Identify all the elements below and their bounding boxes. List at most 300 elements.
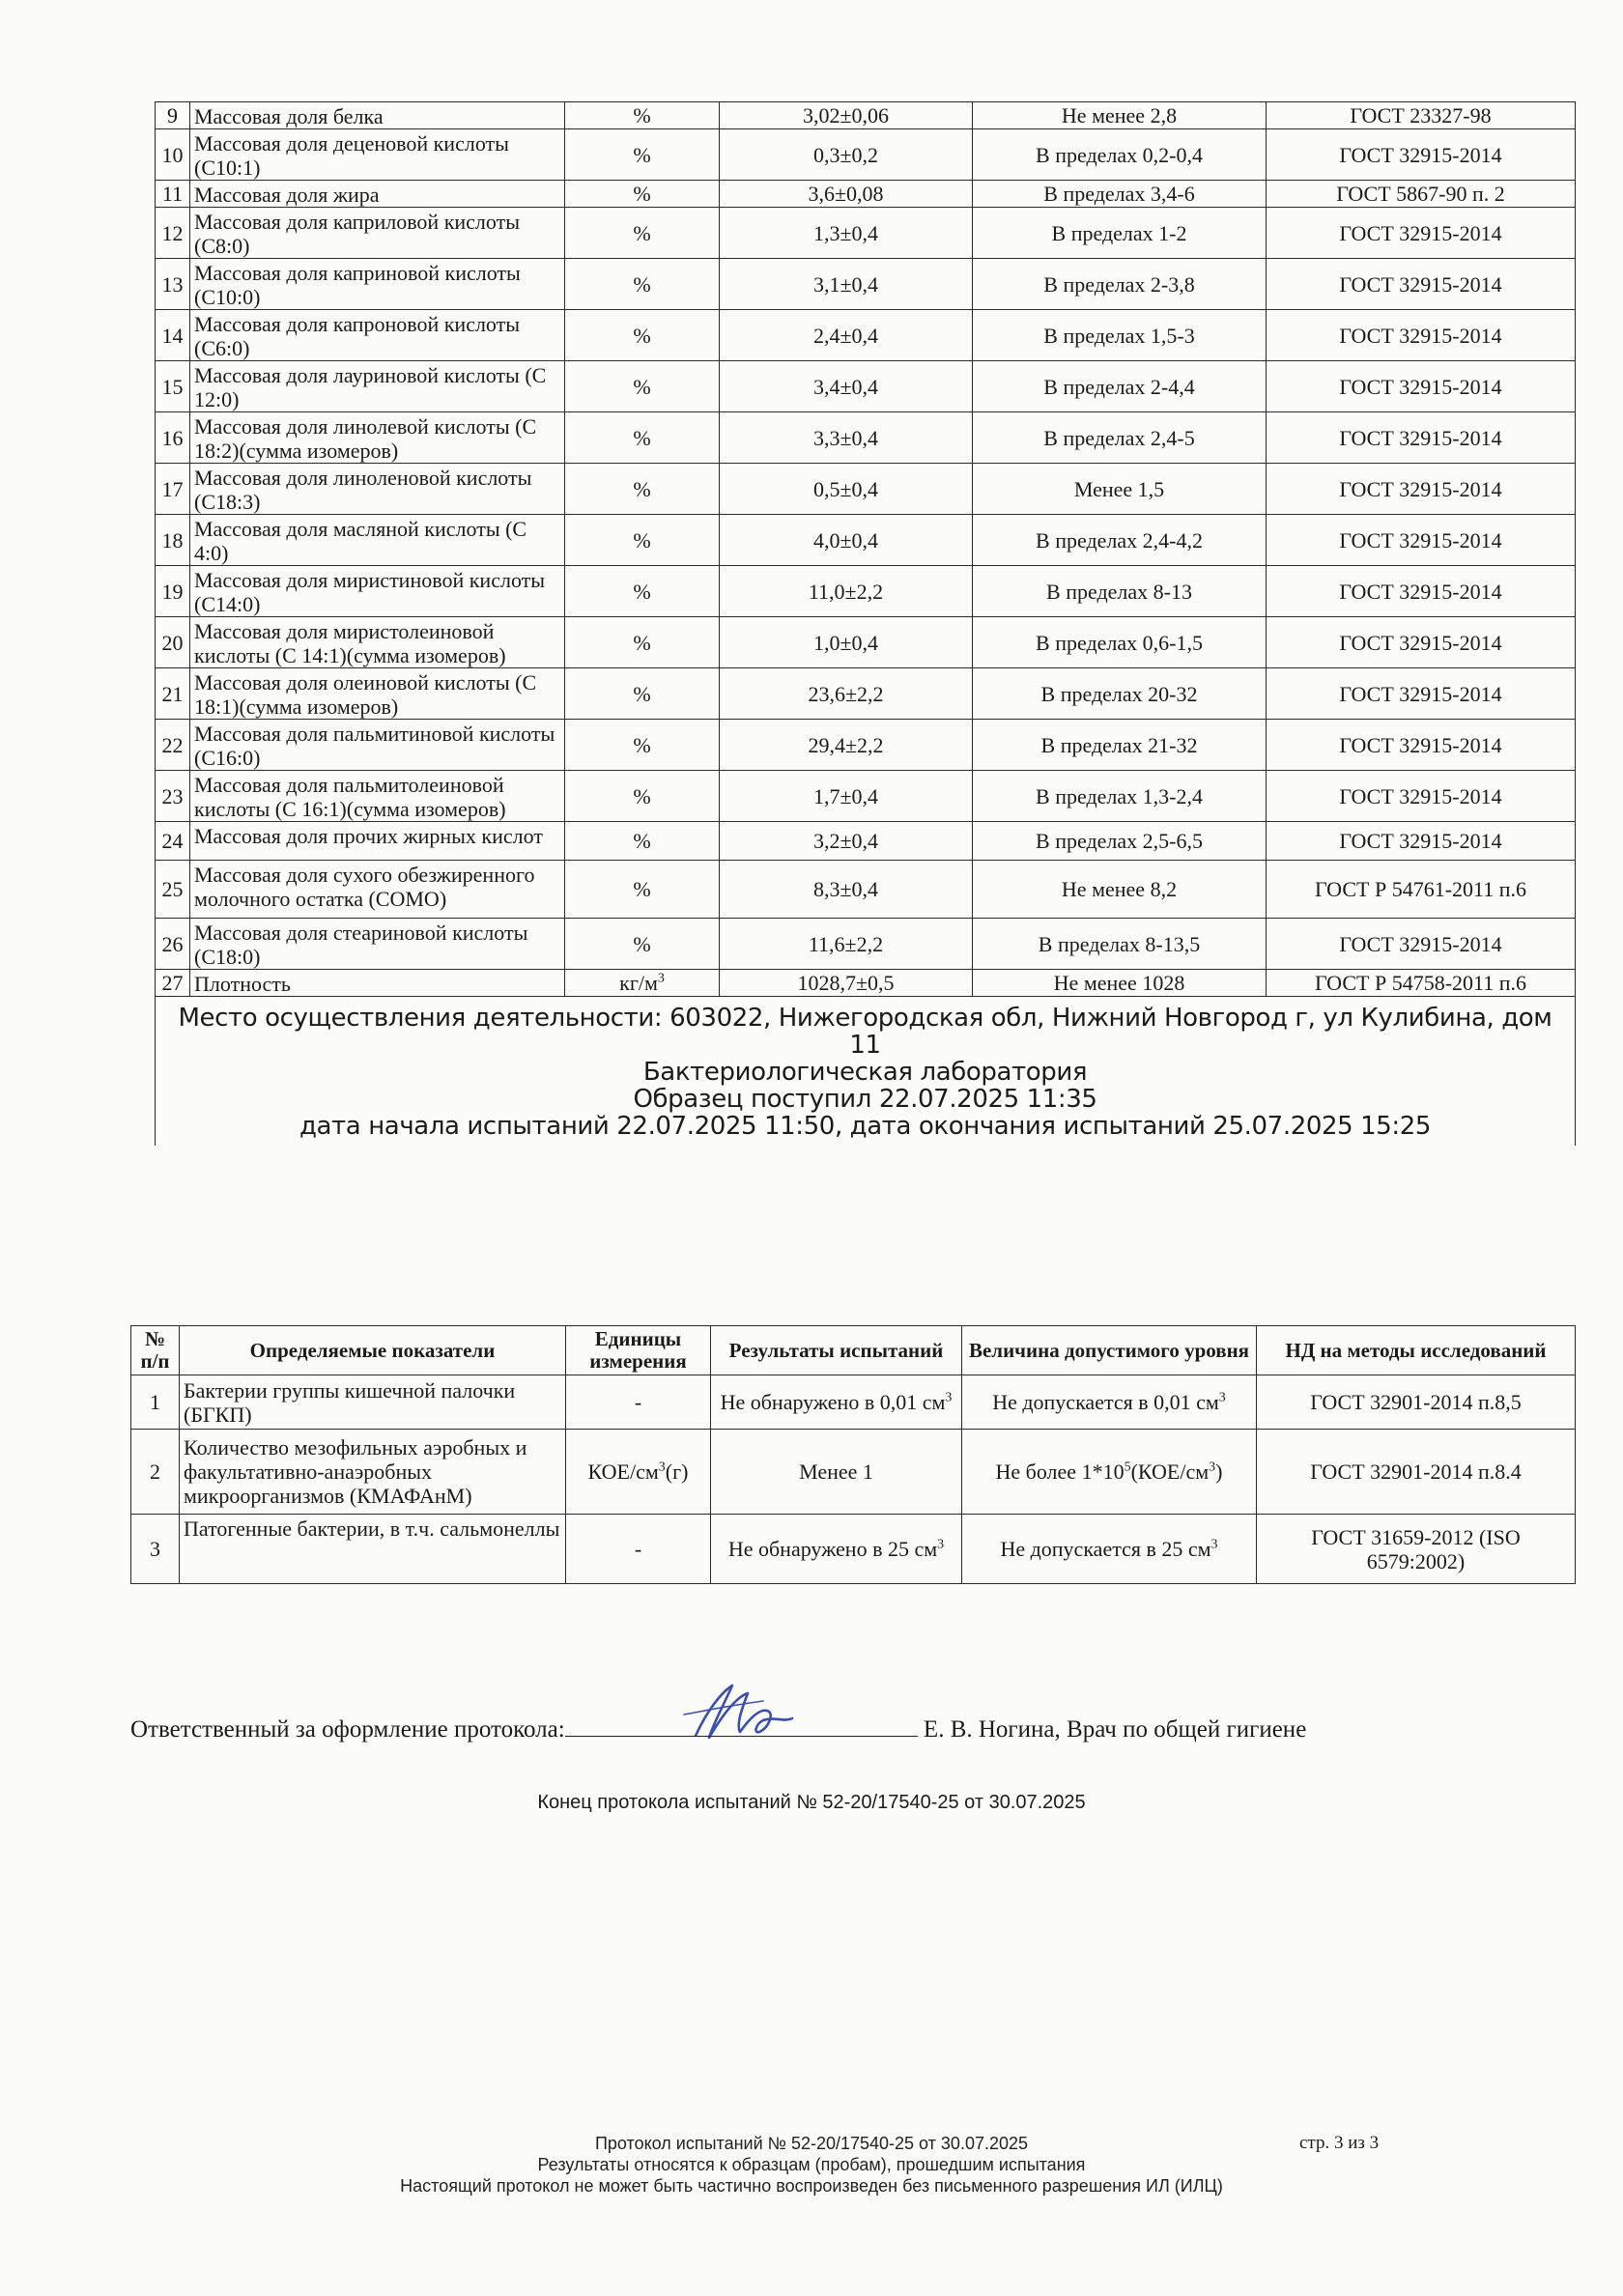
norm-sup-2: 3: [1209, 1460, 1216, 1475]
norm-cell: [973, 464, 1267, 515]
norm-cell: [973, 181, 1267, 208]
norm-text: Не допускается в 0,01 см: [992, 1390, 1219, 1414]
unit-cell-text: %: [633, 527, 651, 553]
method-cell-text: ГОСТ 32915-2014: [1339, 732, 1502, 757]
indicator-name-text: Массовая доля каприновой кислоты (С10:0): [194, 261, 521, 309]
table-row: [156, 515, 1576, 566]
table-row: [156, 412, 1576, 464]
indicator-name-text: Массовая доля миристиновой кислоты (С14:0): [194, 568, 546, 616]
norm-cell: [973, 617, 1267, 668]
result-cell: [720, 129, 973, 181]
row-number: [156, 822, 190, 861]
unit-cell-text: %: [633, 931, 651, 956]
row-number: 2: [131, 1430, 180, 1515]
method-cell-text: ГОСТ 32915-2014: [1339, 829, 1502, 853]
norm-cell: [973, 822, 1267, 861]
indicator-name: [190, 310, 565, 361]
result-cell: [720, 310, 973, 361]
unit-cell-text: %: [633, 829, 651, 853]
row-number: [156, 861, 190, 919]
result-sup: 3: [937, 1537, 945, 1552]
results-table-chemistry: [155, 101, 1576, 1146]
norm-cell-text: Менее 1,5: [1073, 476, 1165, 501]
unit-cell: [565, 668, 720, 720]
row-number-text: 9: [167, 103, 178, 128]
row-number-text: 11: [161, 182, 184, 206]
unit-cell: [565, 412, 720, 464]
table-row: [156, 208, 1576, 259]
indicator-name-text: Массовая доля прочих жирных кислот: [194, 824, 543, 848]
indicator-name-text: Массовая доля капроновой кислоты (С6:0): [194, 312, 521, 360]
row-number-text: 18: [161, 527, 184, 553]
unit-cell: [565, 720, 720, 771]
norm-sup: 5: [1124, 1460, 1131, 1475]
row-number: [156, 617, 190, 668]
method-cell-text: ГОСТ 23327-98: [1350, 103, 1492, 128]
result-cell-text: 1,3±0,4: [812, 220, 879, 245]
indicator-name: [190, 181, 565, 208]
norm-cell: [973, 668, 1267, 720]
unit-cell: [565, 310, 720, 361]
indicator-name: [190, 259, 565, 310]
row-number-text: 15: [161, 374, 184, 399]
row-number-text: 24: [161, 829, 184, 853]
method-cell: [1267, 412, 1576, 464]
norm-cell-text: В пределах 2,4-4,2: [1036, 527, 1203, 553]
row-number-text: 27: [161, 971, 184, 995]
norm-cell: [962, 1430, 1257, 1515]
indicator-name-text: Массовая доля линоленовой кислоты (С18:3): [194, 466, 532, 514]
result-cell-text: 11,6±2,2: [808, 931, 884, 956]
norm-cell-text: В пределах 1,3-2,4: [1036, 783, 1203, 808]
footer-protocol-line: Протокол испытаний № 52-20/17540-25 от 30.07.2025: [594, 2134, 1029, 2153]
table-row: [156, 181, 1576, 208]
indicator-name: [190, 822, 565, 861]
result-cell-text: 0,5±0,4: [812, 476, 879, 501]
table-row: [156, 771, 1576, 822]
row-number: [156, 208, 190, 259]
norm-cell: [962, 1515, 1257, 1584]
method-cell: [1267, 259, 1576, 310]
row-number: 1: [131, 1375, 180, 1430]
method-cell-text: ГОСТ 32915-2014: [1339, 783, 1502, 808]
method-cell-text: ГОСТ 32915-2014: [1339, 579, 1502, 604]
protocol-end-note: Конец протокола испытаний № 52-20/17540-25 от 30.07.2025: [537, 1792, 1086, 1813]
indicator-name: [190, 566, 565, 617]
method-cell-text: ГОСТ 32915-2014: [1339, 931, 1502, 956]
result-cell: [720, 771, 973, 822]
indicator-name: [190, 129, 565, 181]
method-cell: [1267, 668, 1576, 720]
result-cell-text: 0,3±0,2: [812, 142, 879, 167]
activity-place: Место осуществления деятельности: 603022, Нижегородская обл, Нижний Новгород г, ул Кулибина, дом 11: [178, 1004, 1552, 1060]
unit-cell-text: %: [633, 323, 651, 348]
header-norm: Величина допустимого уровня: [962, 1326, 1257, 1375]
method-cell: [1267, 181, 1576, 208]
row-number: [156, 771, 190, 822]
result-cell-text: 2,4±0,4: [812, 323, 879, 348]
method-cell: ГОСТ 32901-2014 п.8.4: [1257, 1430, 1576, 1515]
indicator-name: [190, 970, 565, 997]
result-cell-text: 1,0±0,4: [812, 630, 879, 655]
table-row: [156, 361, 1576, 412]
header-result: Результаты испытаний: [711, 1326, 962, 1375]
row-number-text: 13: [161, 271, 184, 297]
indicator-name: [190, 464, 565, 515]
norm-cell-text: В пределах 1-2: [1051, 220, 1187, 245]
lab-info-block: [159, 997, 1571, 1146]
method-cell: [1267, 771, 1576, 822]
norm-cell: [973, 129, 1267, 181]
norm-cell-text: В пределах 1,5-3: [1043, 323, 1195, 348]
table-row: [156, 668, 1576, 720]
header-num: № п/п: [131, 1326, 180, 1375]
result-cell: [711, 1375, 962, 1430]
results-table-microbiology: [130, 1325, 1576, 1584]
header-unit: Единицы измерения: [566, 1326, 711, 1375]
signature-label: Ответственный за оформление протокола:: [130, 1716, 565, 1743]
norm-cell: [973, 102, 1267, 129]
footer-results-note: Результаты относятся к образцам (пробам), прошедшим испытания: [537, 2155, 1086, 2174]
method-cell: [1267, 464, 1576, 515]
indicator-name: [190, 720, 565, 771]
unit-cell: [565, 464, 720, 515]
norm-cell: [973, 515, 1267, 566]
row-number-text: 17: [161, 476, 184, 501]
indicator-name: [190, 208, 565, 259]
row-number: [156, 566, 190, 617]
indicator-name-text: Массовая доля лауриновой кислоты (С 12:0): [194, 363, 547, 411]
result-cell: [720, 861, 973, 919]
method-cell: [1267, 720, 1576, 771]
indicator-name: [190, 412, 565, 464]
norm-cell: [973, 861, 1267, 919]
unit-cell: [565, 822, 720, 861]
lab-info-row: [156, 997, 1576, 1147]
footer-reproduction-note: Настоящий протокол не может быть частично воспроизведен без письменного разрешения ИЛ (ИЛЦ): [400, 2176, 1223, 2196]
method-cell-text: ГОСТ 32915-2014: [1339, 374, 1502, 399]
lab-name: Бактериологическая лаборатория: [642, 1058, 1088, 1087]
result-cell: [720, 181, 973, 208]
unit-cell: [566, 1430, 711, 1515]
table-row: [156, 822, 1576, 861]
method-cell-text: ГОСТ 32915-2014: [1339, 681, 1502, 706]
indicator-name: Количество мезофильных аэробных и факультативно-анаэробных микроорганизмов (КМАФАнМ): [180, 1430, 566, 1515]
method-cell: [1267, 515, 1576, 566]
result-cell-text: 1028,7±0,5: [797, 971, 895, 995]
row-number-text: 10: [161, 142, 184, 167]
method-cell: [1267, 102, 1576, 129]
page-footer: [0, 2133, 1623, 2197]
norm-cell-text: В пределах 20-32: [1040, 681, 1198, 706]
unit-cell-text: %: [633, 142, 651, 167]
result-sup: 3: [945, 1390, 953, 1405]
row-number: [156, 412, 190, 464]
indicator-name: [190, 361, 565, 412]
row-number-text: 12: [161, 220, 184, 245]
method-cell: ГОСТ 31659-2012 (ISO 6579:2002): [1257, 1515, 1576, 1584]
table-row: [156, 617, 1576, 668]
row-number: [156, 310, 190, 361]
result-cell-text: 23,6±2,2: [808, 681, 884, 706]
indicator-name: [190, 102, 565, 129]
method-cell-text: ГОСТ Р 54761-2011 п.6: [1315, 877, 1526, 901]
unit-cell-text: %: [633, 182, 651, 206]
unit-cell: [565, 617, 720, 668]
unit-cell: [565, 970, 720, 997]
unit-cell-text: кг/м: [619, 971, 658, 995]
header-indicator: Определяемые показатели: [180, 1326, 566, 1375]
result-cell: [720, 822, 973, 861]
result-cell-text: 3,4±0,4: [812, 374, 879, 399]
norm-cell-text: В пределах 3,4-6: [1043, 182, 1195, 206]
unit-cell-text: %: [633, 425, 651, 450]
row-number: [156, 259, 190, 310]
signatory: Е. В. Ногина, Врач по общей гигиене: [923, 1716, 1307, 1743]
indicator-name-text: Массовая доля пальмитолеиновой кислоты (С 16:1)(сумма изомеров): [194, 773, 506, 821]
result-cell-text: 29,4±2,2: [808, 732, 884, 757]
method-cell: [1267, 617, 1576, 668]
indicator-name-text: Массовая доля белка: [194, 104, 384, 128]
row-number: [156, 361, 190, 412]
unit-tail: (г): [665, 1460, 689, 1484]
table-row: [131, 1375, 1576, 1430]
method-cell: [1267, 566, 1576, 617]
unit-cell: [565, 919, 720, 970]
method-cell-text: ГОСТ 32915-2014: [1339, 220, 1502, 245]
header-method: НД на методы исследований: [1257, 1326, 1576, 1375]
norm-cell: [973, 361, 1267, 412]
indicator-name: [190, 771, 565, 822]
result-cell-text: 3,02±0,06: [802, 103, 890, 128]
result-cell: [720, 668, 973, 720]
result-cell: [720, 720, 973, 771]
norm-cell-text: В пределах 21-32: [1040, 732, 1198, 757]
page-number: стр. 3 из 3: [1299, 2133, 1380, 2153]
table-row: [156, 970, 1576, 997]
row-number: [156, 102, 190, 129]
result-cell: [720, 970, 973, 997]
unit-cell-text: %: [633, 579, 651, 604]
norm-cell-text: В пределах 0,2-0,4: [1036, 142, 1203, 167]
indicator-name-text: Массовая доля масляной кислоты (С 4:0): [194, 517, 527, 565]
unit-cell-text: %: [633, 220, 651, 245]
norm-cell-text: В пределах 2,5-6,5: [1036, 829, 1203, 853]
unit-cell: [565, 208, 720, 259]
unit-cell: [565, 515, 720, 566]
result-cell: [720, 102, 973, 129]
unit-cell: [565, 259, 720, 310]
result-cell-text: 1,7±0,4: [812, 783, 879, 808]
norm-cell: [973, 566, 1267, 617]
row-number: [156, 464, 190, 515]
indicator-name-text: Массовая доля деценовой кислоты (С10:1): [194, 131, 509, 180]
indicator-name-text: Массовая доля сухого обезжиренного молочного остатка (СОМО): [194, 863, 535, 911]
table-row: [156, 129, 1576, 181]
method-cell-text: ГОСТ 32915-2014: [1339, 142, 1502, 167]
norm-cell: [973, 310, 1267, 361]
norm-text: Не допускается в 25 см: [1000, 1537, 1211, 1561]
unit-cell-text: %: [633, 681, 651, 706]
table-row: [156, 310, 1576, 361]
row-number: [156, 970, 190, 997]
norm-tail: (КОЕ/см: [1130, 1460, 1210, 1484]
indicator-name-text: Массовая доля стеариновой кислоты (С18:0): [194, 921, 528, 969]
method-cell-text: ГОСТ 32915-2014: [1339, 323, 1502, 348]
method-cell-text: ГОСТ 5867-90 п. 2: [1336, 182, 1505, 206]
unit-cell-text: %: [633, 103, 651, 128]
unit-sup: 3: [658, 1460, 666, 1475]
indicator-name: [190, 668, 565, 720]
norm-cell-text: В пределах 2-4,4: [1043, 374, 1195, 399]
norm-cell-text: В пределах 0,6-1,5: [1036, 630, 1203, 655]
norm-cell-text: В пределах 2,4-5: [1043, 425, 1195, 450]
norm-cell: [973, 412, 1267, 464]
unit-cell: [565, 861, 720, 919]
indicator-name-text: Массовая доля пальмитиновой кислоты (С16:0): [194, 722, 555, 770]
norm-cell-text: В пределах 8-13: [1046, 579, 1192, 604]
norm-sup: 3: [1218, 1390, 1226, 1405]
result-cell-text: 3,3±0,4: [812, 425, 879, 450]
norm-cell: [973, 919, 1267, 970]
norm-sup: 3: [1210, 1537, 1218, 1552]
result-cell-text: 11,0±2,2: [808, 579, 884, 604]
norm-cell-text: Не менее 2,8: [1061, 103, 1178, 128]
row-number-text: 25: [161, 877, 184, 901]
method-cell: [1267, 361, 1576, 412]
indicator-name-text: Массовая доля олеиновой кислоты (С 18:1)(сумма изомеров): [194, 670, 537, 719]
method-cell: [1267, 310, 1576, 361]
row-number: [156, 515, 190, 566]
table-row: [156, 566, 1576, 617]
result-cell: [720, 566, 973, 617]
norm-cell: [973, 259, 1267, 310]
row-number: [156, 181, 190, 208]
result-cell: [720, 919, 973, 970]
result-cell: [720, 412, 973, 464]
result-cell: [720, 515, 973, 566]
table-row: [131, 1430, 1576, 1515]
norm-cell-text: Не менее 8,2: [1061, 877, 1178, 901]
indicator-name: Патогенные бактерии, в т.ч. сальмонеллы: [180, 1515, 566, 1584]
unit-cell-text: %: [633, 630, 651, 655]
norm-cell: [962, 1375, 1257, 1430]
row-number-text: 16: [161, 425, 184, 450]
unit-text: КОЕ/см: [587, 1460, 659, 1484]
table-row: [156, 464, 1576, 515]
unit-cell: [565, 129, 720, 181]
norm-text: Не более 1*10: [995, 1460, 1125, 1484]
indicator-name: [190, 861, 565, 919]
test-dates: дата начала испытаний 22.07.2025 11:50, дата окончания испытаний 25.07.2025 15:25: [299, 1112, 1432, 1141]
table-row: [156, 720, 1576, 771]
row-number-text: 20: [161, 630, 184, 655]
unit-cell: [565, 771, 720, 822]
unit-sup: 3: [657, 971, 665, 986]
method-cell-text: ГОСТ 32915-2014: [1339, 527, 1502, 553]
method-cell-text: ГОСТ 32915-2014: [1339, 476, 1502, 501]
method-cell-text: ГОСТ 32915-2014: [1339, 271, 1502, 297]
row-number: [156, 720, 190, 771]
result-cell: [720, 464, 973, 515]
indicator-name-text: Плотность: [194, 972, 291, 996]
row-number-text: 19: [161, 579, 184, 604]
row-number-text: 23: [161, 783, 184, 808]
norm-cell: [973, 208, 1267, 259]
method-cell: [1267, 208, 1576, 259]
table2-header-row: [131, 1326, 1576, 1375]
unit-cell: -: [566, 1515, 711, 1584]
norm-cell: [973, 970, 1267, 997]
unit-cell-text: %: [633, 374, 651, 399]
table-row: [156, 259, 1576, 310]
result-cell-text: 3,6±0,08: [808, 182, 884, 206]
result-cell-text: 3,2±0,4: [812, 829, 879, 853]
method-cell: [1267, 861, 1576, 919]
row-number: [156, 668, 190, 720]
result-cell: Менее 1: [711, 1430, 962, 1515]
method-cell-text: ГОСТ Р 54758-2011 п.6: [1315, 971, 1526, 995]
method-cell: [1267, 919, 1576, 970]
unit-cell: [565, 102, 720, 129]
indicator-name-text: Массовая доля жира: [194, 183, 380, 207]
table-row: [156, 919, 1576, 970]
row-number-text: 26: [161, 931, 184, 956]
indicator-name: [190, 515, 565, 566]
result-cell-text: 4,0±0,4: [812, 527, 879, 553]
unit-cell-text: %: [633, 271, 651, 297]
indicator-name-text: Массовая доля линолевой кислоты (С 18:2)(сумма изомеров): [194, 414, 537, 463]
result-text: Не обнаружено в 0,01 см: [720, 1390, 946, 1414]
row-number: 3: [131, 1515, 180, 1584]
indicator-name-text: Массовая доля каприловой кислоты (С8:0): [194, 210, 521, 258]
norm-cell-text: В пределах 2-3,8: [1043, 271, 1195, 297]
method-cell: ГОСТ 32901-2014 п.8,5: [1257, 1375, 1576, 1430]
unit-cell-text: %: [633, 783, 651, 808]
norm-cell-text: В пределах 8-13,5: [1038, 931, 1201, 956]
result-text: Не обнаружено в 25 см: [727, 1537, 938, 1561]
unit-cell: [565, 566, 720, 617]
table-row: [131, 1515, 1576, 1584]
result-cell: [711, 1515, 962, 1584]
indicator-name: [190, 617, 565, 668]
unit-cell: [565, 181, 720, 208]
result-cell-text: 8,3±0,4: [812, 877, 879, 901]
method-cell-text: ГОСТ 32915-2014: [1339, 630, 1502, 655]
unit-cell: [565, 361, 720, 412]
row-number: [156, 919, 190, 970]
result-cell: [720, 617, 973, 668]
unit-cell: -: [566, 1375, 711, 1430]
method-cell: [1267, 129, 1576, 181]
result-cell: [720, 259, 973, 310]
row-number: [156, 129, 190, 181]
signature-line: [565, 1715, 918, 1737]
unit-cell-text: %: [633, 877, 651, 901]
norm-cell: [973, 771, 1267, 822]
result-cell: [720, 208, 973, 259]
indicator-name: [190, 919, 565, 970]
indicator-name-text: Массовая доля миристолеиновой кислоты (С 14:1)(сумма изомеров): [194, 619, 506, 667]
sample-received: Образец поступил 22.07.2025 11:35: [633, 1085, 1097, 1114]
method-cell: [1267, 822, 1576, 861]
norm-tail-2: ): [1215, 1460, 1223, 1484]
unit-cell-text: %: [633, 732, 651, 757]
unit-cell-text: %: [633, 476, 651, 501]
table-row: [156, 861, 1576, 919]
signature-row: [130, 1715, 1306, 1743]
norm-cell-text: Не менее 1028: [1053, 971, 1185, 995]
